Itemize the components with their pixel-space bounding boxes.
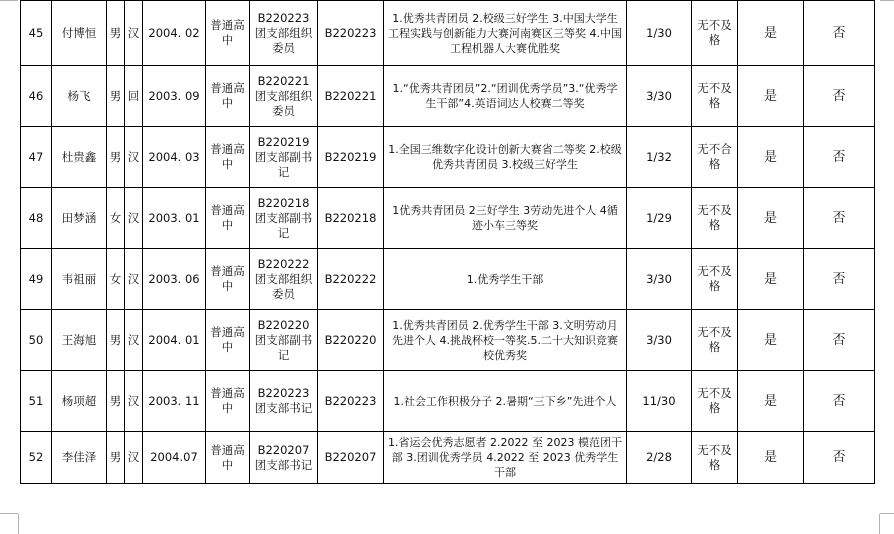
- table-row: [21, 1, 875, 66]
- cell-class: B220207: [318, 432, 384, 484]
- cell-gender: 男: [107, 310, 125, 371]
- cell-position: B220218 团支部副书记: [250, 188, 318, 249]
- cell-class: B220220: [318, 310, 384, 371]
- cell-other: 否: [804, 371, 875, 432]
- table-row: [21, 371, 875, 432]
- cell-class: B220223: [318, 1, 384, 66]
- cell-gender: 女: [107, 188, 125, 249]
- cell-position: B220220 团支部副书记: [250, 310, 318, 371]
- cell-number: 46: [21, 66, 52, 127]
- cell-school-type: 普通高中: [206, 127, 250, 188]
- cell-birth-date: 2003. 01: [143, 188, 206, 249]
- page-corner-mark: [0, 513, 18, 514]
- cell-ethnicity: 汉: [125, 127, 143, 188]
- cell-recommend: 是: [738, 66, 804, 127]
- cell-school-type: 普通高中: [206, 371, 250, 432]
- cell-school-type: 普通高中: [206, 1, 250, 66]
- cell-number: 52: [21, 432, 52, 484]
- table-row: [21, 432, 875, 484]
- cell-name: 杨飞: [52, 66, 107, 127]
- table-body: [21, 1, 875, 484]
- cell-other: 否: [804, 188, 875, 249]
- cell-ethnicity: 汉: [125, 310, 143, 371]
- cell-ethnicity: 汉: [125, 188, 143, 249]
- cell-position: B220222 团支部组织委员: [250, 249, 318, 310]
- cell-birth-date: 2003. 09: [143, 66, 206, 127]
- cell-recommend: 是: [738, 310, 804, 371]
- cell-school-type: 普通高中: [206, 249, 250, 310]
- cell-rank: 1/30: [627, 1, 692, 66]
- cell-ethnicity: 汉: [125, 371, 143, 432]
- cell-awards: 1.“优秀共青团员”2.“团训优秀学员”3.“优秀学生干部”4.英语词达人校赛二等奖: [384, 66, 627, 127]
- table-row: [21, 310, 875, 371]
- cell-fail-status: 无不及格: [692, 66, 738, 127]
- page-corner-mark: [18, 514, 19, 534]
- table-row: [21, 66, 875, 127]
- cell-other: 否: [804, 310, 875, 371]
- cell-number: 48: [21, 188, 52, 249]
- cell-school-type: 普通高中: [206, 310, 250, 371]
- cell-ethnicity: 汉: [125, 249, 143, 310]
- page-corner-mark: [0, 0, 18, 1]
- cell-other: 否: [804, 249, 875, 310]
- cell-recommend: 是: [738, 249, 804, 310]
- cell-fail-status: 无不及格: [692, 432, 738, 484]
- cell-position: B220221 团支部组织委员: [250, 66, 318, 127]
- cell-recommend: 是: [738, 371, 804, 432]
- cell-rank: 3/30: [627, 249, 692, 310]
- cell-gender: 男: [107, 1, 125, 66]
- cell-name: 李佳泽: [52, 432, 107, 484]
- cell-birth-date: 2004. 02: [143, 1, 206, 66]
- cell-fail-status: 无不及格: [692, 371, 738, 432]
- cell-number: 45: [21, 1, 52, 66]
- cell-awards: 1优秀共青团员 2三好学生 3劳动先进个人 4循迹小车三等奖: [384, 188, 627, 249]
- cell-other: 否: [804, 127, 875, 188]
- cell-recommend: 是: [738, 127, 804, 188]
- cell-position: B220207 团支部书记: [250, 432, 318, 484]
- cell-recommend: 是: [738, 1, 804, 66]
- cell-gender: 男: [107, 127, 125, 188]
- cell-birth-date: 2003. 11: [143, 371, 206, 432]
- cell-awards: 1.省运会优秀志愿者 2.2022 至 2023 模范团干部 3.团训优秀学员 4.2022 至 2023 优秀学生干部: [384, 432, 627, 484]
- cell-name: 杨项超: [52, 371, 107, 432]
- cell-class: B220219: [318, 127, 384, 188]
- cell-birth-date: 2004. 03: [143, 127, 206, 188]
- cell-name: 田梦涵: [52, 188, 107, 249]
- cell-recommend: 是: [738, 188, 804, 249]
- cell-class: B220221: [318, 66, 384, 127]
- cell-birth-date: 2004.07: [143, 432, 206, 484]
- table-row: [21, 127, 875, 188]
- cell-class: B220218: [318, 188, 384, 249]
- cell-recommend: 是: [738, 432, 804, 484]
- page-corner-mark: [880, 0, 894, 1]
- cell-position: B220223 团支部书记: [250, 371, 318, 432]
- cell-rank: 1/32: [627, 127, 692, 188]
- cell-rank: 11/30: [627, 371, 692, 432]
- cell-birth-date: 2004. 01: [143, 310, 206, 371]
- cell-fail-status: 无不及格: [692, 310, 738, 371]
- page-corner-mark: [880, 513, 894, 514]
- cell-awards: 1.优秀共青团员 2.优秀学生干部 3.文明劳动月先进个人 4.挑战杯校一等奖.5.二十大知识竞赛校优秀奖: [384, 310, 627, 371]
- student-table: [20, 0, 875, 484]
- cell-class: B220222: [318, 249, 384, 310]
- cell-number: 49: [21, 249, 52, 310]
- cell-ethnicity: 汉: [125, 432, 143, 484]
- cell-position: B220223 团支部组织委员: [250, 1, 318, 66]
- cell-rank: 1/29: [627, 188, 692, 249]
- table-row: [21, 249, 875, 310]
- cell-number: 51: [21, 371, 52, 432]
- cell-awards: 1.社会工作积极分子 2.暑期“三下乡”先进个人: [384, 371, 627, 432]
- cell-fail-status: 无不合格: [692, 127, 738, 188]
- cell-other: 否: [804, 66, 875, 127]
- cell-fail-status: 无不及格: [692, 188, 738, 249]
- table-row: [21, 188, 875, 249]
- cell-name: 付博恒: [52, 1, 107, 66]
- page-corner-mark: [879, 514, 880, 534]
- cell-ethnicity: 回: [125, 66, 143, 127]
- cell-other: 否: [804, 432, 875, 484]
- cell-rank: 3/30: [627, 66, 692, 127]
- cell-position: B220219 团支部副书记: [250, 127, 318, 188]
- cell-number: 50: [21, 310, 52, 371]
- cell-rank: 3/30: [627, 310, 692, 371]
- cell-name: 王海旭: [52, 310, 107, 371]
- cell-rank: 2/28: [627, 432, 692, 484]
- cell-gender: 女: [107, 249, 125, 310]
- cell-other: 否: [804, 1, 875, 66]
- cell-gender: 男: [107, 66, 125, 127]
- cell-fail-status: 无不及格: [692, 1, 738, 66]
- cell-school-type: 普通高中: [206, 66, 250, 127]
- cell-birth-date: 2003. 06: [143, 249, 206, 310]
- cell-school-type: 普通高中: [206, 188, 250, 249]
- cell-awards: 1.优秀学生干部: [384, 249, 627, 310]
- cell-gender: 男: [107, 371, 125, 432]
- cell-number: 47: [21, 127, 52, 188]
- cell-gender: 男: [107, 432, 125, 484]
- cell-name: 杜贵鑫: [52, 127, 107, 188]
- cell-awards: 1.全国三维数字化设计创新大赛省二等奖 2.校级优秀共青团员 3.校级三好学生: [384, 127, 627, 188]
- cell-class: B220223: [318, 371, 384, 432]
- cell-school-type: 普通高中: [206, 432, 250, 484]
- cell-ethnicity: 汉: [125, 1, 143, 66]
- cell-name: 韦祖丽: [52, 249, 107, 310]
- cell-fail-status: 无不及格: [692, 249, 738, 310]
- cell-awards: 1.优秀共青团员 2.校级三好学生 3.中国大学生工程实践与创新能力大赛河南赛区三等奖 4.中国工程机器人大赛优胜奖: [384, 1, 627, 66]
